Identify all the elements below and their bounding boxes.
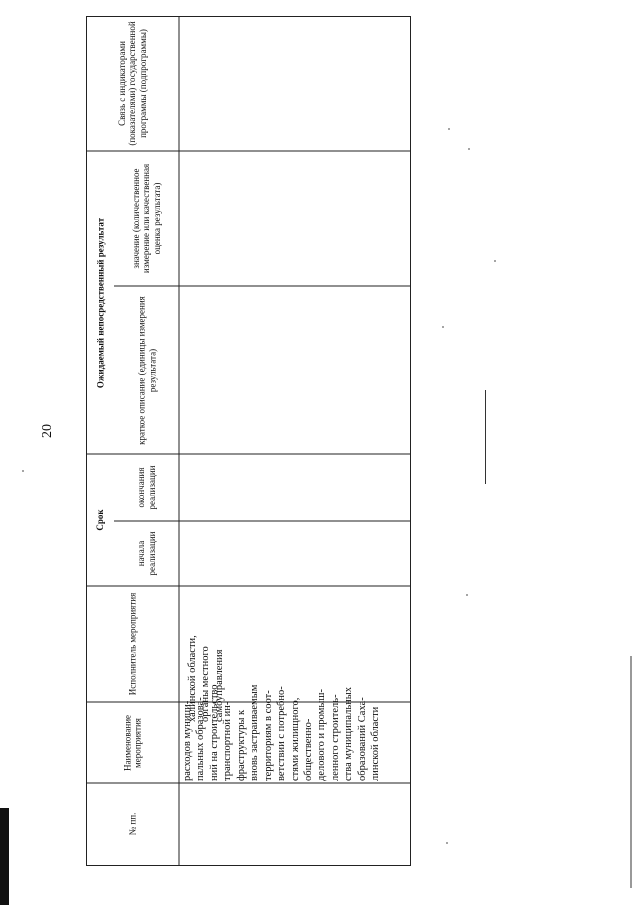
header-name: Наименование мероприятия	[122, 714, 143, 772]
row-result-desc	[245, 285, 345, 453]
row-link	[227, 16, 362, 151]
header-term-end: окончания реализации	[136, 465, 157, 510]
header-no: № пп.	[127, 812, 138, 836]
scan-edge-shadow	[0, 808, 9, 905]
header-term: Срок	[94, 509, 105, 531]
row-executor: халинской области, органы местного самоуправления	[187, 635, 225, 722]
row-result-value	[260, 151, 329, 286]
row-no	[265, 783, 324, 866]
row-name: расходов муници- пальных образова- ний на строительство транспортной ин- фраструктуры к вновь застраиваемым территориям в соот- ветствии с потребно- стями жилищного, общественно- делового и промыш- ленного строитель- ства муниципальных образований Саха- линской области	[182, 684, 382, 781]
scan-speck	[446, 842, 448, 844]
scan-speck	[448, 128, 450, 130]
scan-right-border	[630, 656, 632, 888]
scan-speck	[468, 148, 470, 150]
scan-speck	[494, 260, 496, 262]
row-term-start	[262, 521, 327, 586]
header-link: Связь с индикаторами (показателями) государственной программы (подпрограммы)	[116, 21, 148, 146]
header-result-desc: краткое описание (единицы измерения результата)	[136, 296, 157, 445]
header-result: Ожидаемый непосредственный результат	[95, 217, 106, 389]
header-result-value: значение (количественное измерение или качественная оценка результата)	[130, 163, 162, 274]
header-executor: Исполнитель мероприятия	[127, 592, 138, 696]
signature-line	[485, 390, 486, 484]
header-term-start: начала реализации	[136, 531, 157, 576]
page-number: 20	[40, 424, 55, 438]
scan-speck	[466, 594, 468, 596]
row-term-end	[262, 456, 328, 521]
scan-speck	[442, 326, 444, 328]
measures-table	[86, 16, 411, 866]
scan-speck	[22, 470, 24, 472]
